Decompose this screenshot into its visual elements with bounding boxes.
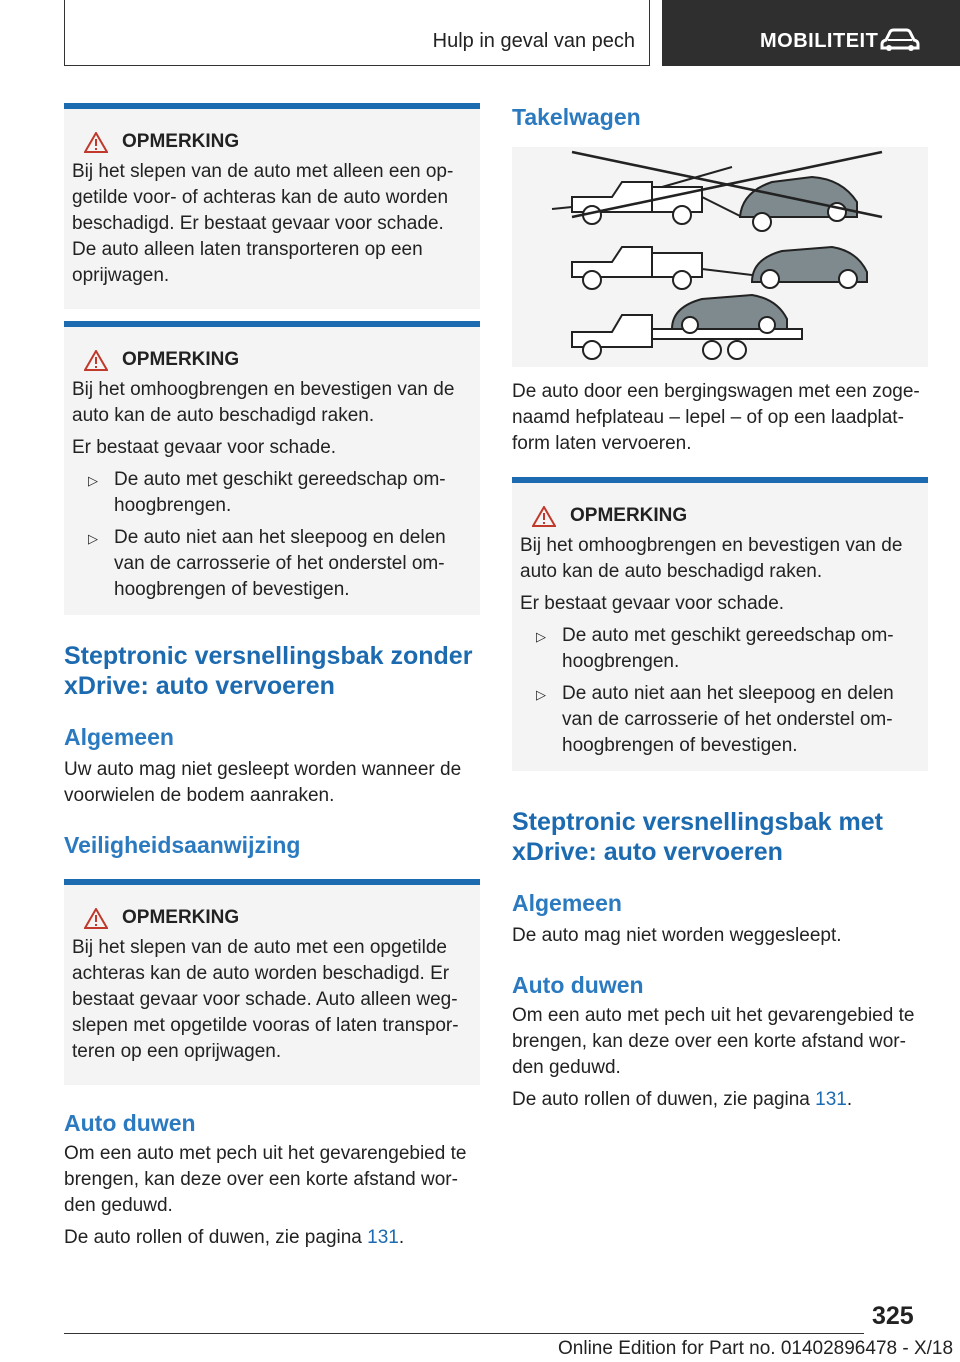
body-text: Uw auto mag niet gesleept worden wanneer de voorwielen de bodem aanraken. [64,759,462,806]
carried-car [672,295,787,333]
note-text: Bij het omhoogbrengen en bevestigen van de auto kan de auto beschadigd raken. [72,379,455,426]
bullet-triangle-icon: ▷ [536,687,546,702]
note-box [512,477,928,771]
chapter-title: Hulp in geval van pech [432,30,635,52]
note-label: OPMERKING [122,907,240,928]
note-box [64,103,480,309]
footer-divider [64,1333,864,1334]
section-title: MOBILITEIT [760,30,879,52]
body-text: Om een auto met pech uit het gevarengebied te brengen, kan deze over een korte afstand worden geduwd. [512,1005,915,1078]
list-item: ▷ De auto met geschikt gereedschap omhoogbrengen. [88,469,446,516]
header-section-box [662,0,960,66]
note-text: Er bestaat gevaar voor schade. [72,437,337,458]
note-header [84,131,472,153]
section-heading: Steptronic versnellingsbak met xDrive: auto vervoeren [512,808,883,866]
page-reference: De auto rollen of duwen, zie pagina 131. [64,1227,405,1248]
header-chapter-box [64,0,650,66]
subheading-general: Algemeen [64,724,174,750]
note-label: OPMERKING [122,131,240,152]
note-box [64,321,480,615]
page-link[interactable]: 131 [367,1227,399,1248]
towed-car-2 [752,247,867,288]
list-item: ▷ De auto met geschikt gereedschap omhoogbrengen. [536,625,894,672]
body-text: Om een auto met pech uit het gevarengebied te brengen, kan deze over een korte afstand worden geduwd. [64,1143,467,1216]
subheading-push: Auto duwen [64,1110,196,1136]
warning-icon [84,132,108,153]
note-header [532,505,920,527]
wheel-lift-truck [572,247,752,289]
body-text: De auto mag niet worden weggesleept. [512,925,842,946]
note-label: OPMERKING [122,349,240,370]
page-link[interactable]: 131 [815,1089,847,1110]
right-column [512,103,928,1113]
towed-car-1 [740,177,857,231]
note-text: Bij het slepen van de auto met alleen een opgetilde voor- of achteras kan de auto worden beschadigd. Er bestaat gevaar voor schade. De auto alleen laten transporteren op een oprijwagen. [72,161,454,286]
subheading-push: Auto duwen [512,972,644,998]
list-item: ▷ De auto niet aan het sleepoog en delen van de carrosserie of het onderstel omhoogbrengen of bevestigen. [88,527,446,600]
note-text: Bij het slepen van de auto met een opgetilde achteras kan de auto worden beschadigd. Er bestaat gevaar voor schade. Auto alleen wegslepen met opgetilde vooras of laten transporteren op een oprijwagen. [72,937,459,1062]
bullet-triangle-icon: ▷ [536,629,546,644]
note-text: Er bestaat gevaar voor schade. [520,593,785,614]
note-header [84,907,472,929]
subheading-safety: Veiligheidsaanwijzing [64,832,301,858]
note-list [520,623,920,759]
note-header [84,349,472,371]
note-text: Bij het omhoogbrengen en bevestigen van de auto kan de auto beschadigd raken. [520,535,903,582]
left-column [64,103,480,1251]
towing-illustration [512,147,928,367]
bullet-triangle-icon: ▷ [88,473,98,488]
warning-icon [84,350,108,371]
car-icon [880,28,920,52]
page-number: 325 [872,1302,914,1330]
note-list [72,467,472,603]
page-reference: De auto rollen of duwen, zie pagina 131. [512,1089,853,1110]
footer-edition: Online Edition for Part no. 01402896478 - X/18 [558,1338,954,1359]
list-item: ▷ De auto niet aan het sleepoog en delen van de carrosserie of het onderstel omhoogbrengen of bevestigen. [536,683,894,756]
bullet-triangle-icon: ▷ [88,531,98,546]
note-label: OPMERKING [570,505,688,526]
warning-icon [84,908,108,929]
subheading-general: Algemeen [512,890,622,916]
section-heading: Steptronic versnellingsbak zonder xDrive: auto vervoeren [64,642,473,700]
subheading-tow: Takelwagen [512,104,641,130]
body-text: De auto door een bergingswagen met een zogenaamd hefplateau – lepel – of op een laadplatform laten vervoeren. [512,381,920,454]
warning-icon [532,506,556,527]
note-box [64,879,480,1085]
tow-truck-diagram [512,147,928,367]
